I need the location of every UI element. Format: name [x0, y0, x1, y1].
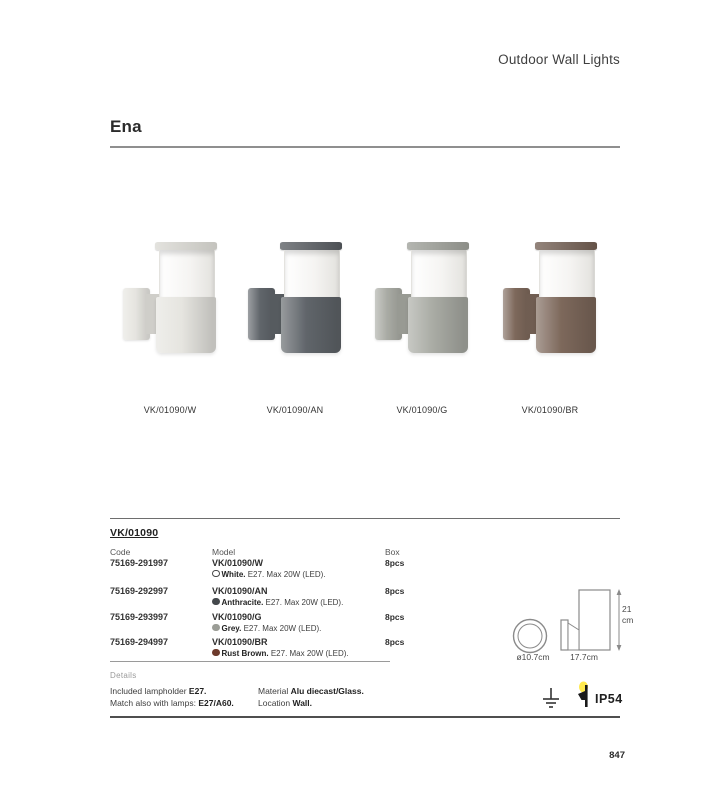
box-quantity: 8pcs: [385, 558, 405, 568]
lamp-base: [536, 297, 596, 353]
product-code: 75169-292997: [110, 586, 169, 596]
product-model-label: VK/01090/BR: [521, 405, 579, 415]
column-header-code: Code: [110, 547, 131, 557]
wall-light-icon: [573, 681, 591, 709]
height-unit: cm: [622, 614, 634, 625]
column-header-box: Box: [385, 547, 400, 557]
box-quantity: 8pcs: [385, 586, 405, 596]
detail-text: Location: [258, 698, 293, 708]
box-quantity: 8pcs: [385, 637, 405, 647]
product-model: VK/01090/G: [212, 612, 262, 622]
product-spec: E27. Max 20W (LED).: [241, 623, 322, 633]
color-name: Grey.: [221, 623, 242, 633]
wall-light-photo: [240, 242, 350, 354]
product-figure: [240, 242, 350, 417]
product-model-label: VK/01090/AN: [266, 405, 324, 415]
lamp-cap: [535, 242, 597, 250]
product-figure: [115, 242, 225, 417]
product-model: VK/01090/BR: [212, 637, 268, 647]
detail-value: E27/A60.: [198, 698, 234, 708]
product-description: [212, 570, 326, 579]
product-figure: [367, 242, 477, 417]
footer-divider: [110, 716, 620, 718]
height-value: 21: [622, 604, 632, 614]
width-dimension-label: 17.7cm: [570, 652, 598, 662]
color-swatch-dot: [212, 598, 220, 606]
lamp-glass: [159, 250, 215, 297]
wall-light-photo: [495, 242, 605, 354]
product-model: VK/01090/W: [212, 558, 264, 568]
product-spec: E27. Max 20W (LED).: [245, 569, 326, 579]
lamp-glass: [539, 250, 595, 297]
diameter-dimension-label: ø10.7cm: [516, 652, 550, 662]
product-spec: E27. Max 20W (LED).: [268, 648, 349, 658]
product-description: [212, 649, 349, 658]
detail-text: Material: [258, 686, 291, 696]
product-spec: E27. Max 20W (LED).: [263, 597, 344, 607]
group-code: VK/01090: [110, 527, 159, 539]
detail-line: [110, 698, 234, 708]
lamp-base: [281, 297, 341, 353]
detail-line: [258, 686, 364, 696]
category-header: Outdoor Wall Lights: [498, 52, 620, 67]
product-figure: [495, 242, 605, 417]
ip-rating-badge: IP54: [595, 692, 623, 706]
lamp-cap: [280, 242, 342, 250]
product-description: [212, 598, 343, 607]
lamp-base: [156, 297, 216, 353]
wall-light-photo: [115, 242, 225, 354]
color-swatch-dot: [212, 624, 220, 632]
color-name: White.: [221, 569, 246, 579]
column-header-model: Model: [212, 547, 236, 557]
box-quantity: 8pcs: [385, 612, 405, 622]
detail-value: Wall.: [292, 698, 313, 708]
table-bottom-divider: [110, 661, 390, 662]
lamp-glass: [411, 250, 467, 297]
product-code: 75169-293997: [110, 612, 169, 622]
earth-ground-icon: [541, 687, 561, 709]
height-dimension-label: [622, 604, 648, 625]
color-swatch-dot: [212, 570, 220, 578]
detail-value: E27.: [188, 686, 207, 696]
product-code: 75169-291997: [110, 558, 169, 568]
lamp-cap: [155, 242, 217, 250]
product-description: [212, 624, 321, 633]
product-model-label: VK/01090/G: [396, 405, 448, 415]
detail-line: [110, 686, 206, 696]
title-divider: [110, 146, 620, 148]
detail-text: Match also with lamps:: [110, 698, 199, 708]
lamp-cap: [407, 242, 469, 250]
color-name: Anthracite.: [221, 597, 264, 607]
detail-value: Alu diecast/Glass.: [290, 686, 364, 696]
lamp-base: [408, 297, 468, 353]
lamp-glass: [284, 250, 340, 297]
product-model-label: VK/01090/W: [143, 405, 197, 415]
color-swatch-dot: [212, 649, 220, 657]
page-number: 847: [609, 750, 625, 761]
details-label: Details: [110, 671, 137, 680]
color-name: Rust Brown.: [221, 648, 269, 658]
product-model: VK/01090/AN: [212, 586, 268, 596]
detail-line: [258, 698, 312, 708]
table-top-divider: [110, 518, 620, 519]
page-title: Ena: [110, 117, 142, 136]
wall-light-photo: [367, 242, 477, 354]
product-code: 75169-294997: [110, 637, 169, 647]
detail-text: Included lampholder: [110, 686, 189, 696]
